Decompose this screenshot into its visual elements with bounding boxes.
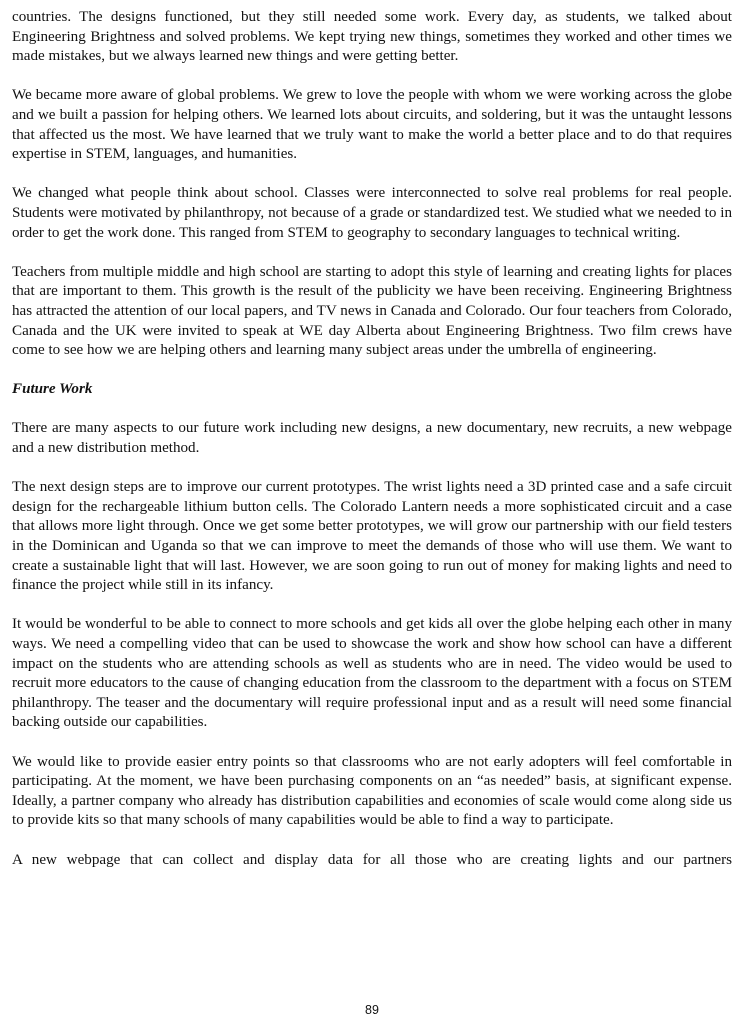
- paragraph-teacher-adoption: Teachers from multiple middle and high school are starting to adopt this style of learning and creating lights for places that are important to them. This growth is the result of the publicity we have been receiving. Engineering Brightness has attracted the attention of our local papers, and TV news in Canada and Colorado. Our four teachers from Colorado, Canada and the UK were invited to speak at WE day Alberta about Engineering Brightness. Two film crews have come to see how we are helping others and learning many subject areas under the umbrella of engineering.: [12, 263, 732, 359]
- paragraph-future-overview: There are many aspects to our future work including new designs, a new documentary, new recruits, a new webpage and a new distribution method.: [12, 420, 732, 457]
- paragraph-design-progress: countries. The designs functioned, but they still needed some work. Every day, as students, we talked about Engineering Brightness and solved problems. We kept trying new things, sometimes they worked and other times we made mistakes, but we always learned new things and were getting better.: [12, 9, 732, 65]
- paragraph-global-awareness: We became more aware of global problems. We grew to love the people with whom we were working across the globe and we built a passion for helping others. We learned lots about circuits, and soldering, but it was the untaught lessons that affected us the most. We have learned that we truly want to make the world a better place and to do that requires expertise in STEM, languages, and humanities.: [12, 87, 732, 163]
- page-number: 89: [365, 1003, 379, 1017]
- document-page: [12, 8, 732, 870]
- section-heading-future-work: Future Work: [12, 381, 93, 398]
- paragraph-new-webpage: A new webpage that can collect and display data for all those who are creating lights and our partners: [12, 851, 732, 868]
- paragraph-design-steps: The next design steps are to improve our current prototypes. The wrist lights need a 3D printed case and a safe circuit design for the rechargeable lithium button cells. The Colorado Lantern needs a more sophisticated circuit and a case that allows more light through. Once we get some better prototypes, we will grow our partnership with our field testers in the Dominican and Uganda so that we can improve to meet the demands of those who will use them. We want to create a sustainable light that will last. However, we are soon going to run out of money for making lights and need to finance the project while still in its infancy.: [12, 479, 732, 594]
- paragraph-entry-points: We would like to provide easier entry points so that classrooms who are not early adopters will feel comfortable in participating. At the moment, we have been purchasing components on an “as needed” basis, at significant expense. Ideally, a partner company who already has distribution capabilities and economies of scale would come along side us to provide kits so that many schools of many capabilities would be able to find a way to participate.: [12, 753, 732, 829]
- paragraph-video-outreach: It would be wonderful to be able to connect to more schools and get kids all over the globe helping each other in many ways. We need a compelling video that can be used to showcase the work and show how school can have a different impact on the students who are attending schools as well as students who are in need. The video would be used to recruit more educators to the cause of changing education from the classroom to the department with a focus on STEM philanthropy. The teaser and the documentary will require professional input and as a result will need some financial backing outside our capabilities.: [12, 616, 732, 731]
- paragraph-school-change: We changed what people think about school. Classes were interconnected to solve real problems for real people. Students were motivated by philanthropy, not because of a grade or standardized test. We studied what we needed to in order to get the work done. This ranged from STEM to geography to secondary languages to technical writing.: [12, 185, 732, 241]
